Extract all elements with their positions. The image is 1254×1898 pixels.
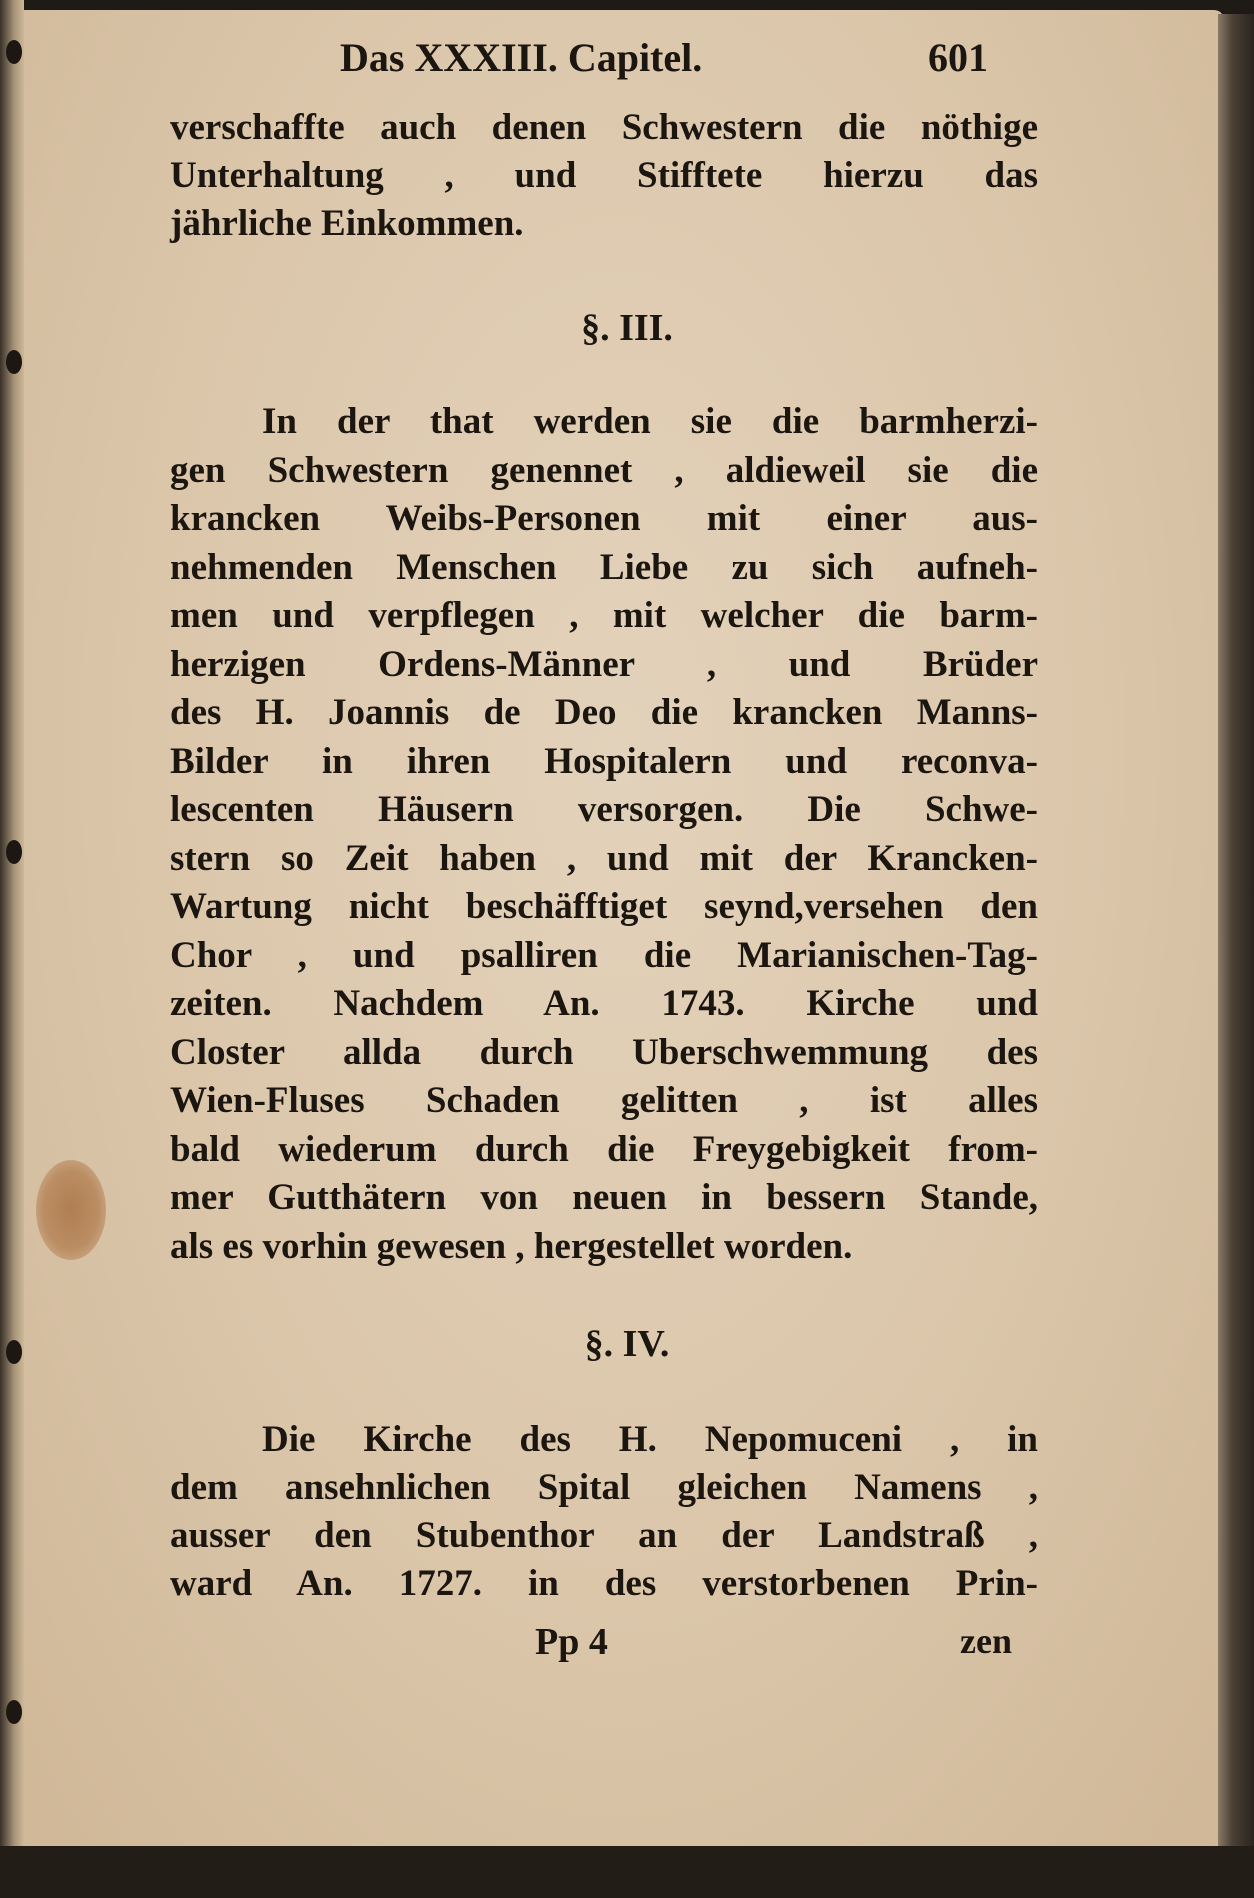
text-line: Bilder in ihren Hospitalern und reconva- [170, 740, 1038, 782]
text-line: bald wiederum durch die Freygebigkeit from- [170, 1128, 1038, 1170]
text-line: ward An. 1727. in des verstorbenen Prin- [170, 1563, 1038, 1604]
page-number: 601 [928, 35, 988, 80]
binding-stitch [6, 350, 22, 374]
text-line: verschaffte auch denen Schwestern die nöthige [170, 107, 1038, 148]
text-line: In der that werden sie die barmherzi- [262, 401, 1038, 442]
text-line: nehmenden Menschen Liebe zu sich aufneh- [170, 546, 1038, 588]
text-line: herzigen Ordens-Männer , und Brüder [170, 643, 1038, 685]
text-line: men und verpflegen , mit welcher die barm- [170, 595, 1038, 636]
text-line: dem ansehnlichen Spital gleichen Namens , [170, 1467, 1038, 1508]
paper-stain [36, 1160, 106, 1260]
text-line: jährliche Einkommen. [170, 203, 524, 244]
running-title: Das XXXIII. Capitel. [340, 35, 703, 80]
text-line: Die Kirche des H. Nepomuceni , in [262, 1419, 1038, 1460]
text-line: des H. Joannis de Deo die krancken Manns- [170, 692, 1038, 733]
text-line: krancken Weibs-Personen mit einer aus- [170, 498, 1038, 539]
text-line: ausser den Stubenthor an der Landstraß , [170, 1515, 1038, 1556]
binding-stitch [6, 840, 22, 864]
text-line: gen Schwestern genennet , aldieweil sie die [170, 449, 1038, 491]
text-line: Unterhaltung , und Stifftete hierzu das [170, 155, 1038, 196]
text-line: zeiten. Nachdem An. 1743. Kirche und [170, 983, 1038, 1024]
text-line: Wartung nicht beschäfftiget seynd,versehen den [170, 886, 1038, 927]
text-line: Closter allda durch Uberschwemmung des [170, 1031, 1038, 1073]
signature-mark: Pp 4 [535, 1621, 608, 1663]
text-line: lescenten Häusern versorgen. Die Schwe- [170, 789, 1038, 830]
book-spine [0, 0, 24, 1898]
text-line: als es vorhin gewesen , hergestellet worden. [170, 1225, 853, 1267]
catchword: zen [960, 1621, 1012, 1661]
binding-stitch [6, 1700, 22, 1724]
section-heading: §. IV. [584, 1323, 670, 1365]
text-line: Chor , und psalliren die Marianischen-Tag- [170, 934, 1038, 976]
scan-background [0, 1846, 1254, 1898]
binding-stitch [6, 40, 22, 64]
text-line: Wien-Fluses Schaden gelitten , ist alles [170, 1080, 1038, 1121]
section-heading: §. III. [581, 307, 673, 349]
page-edge [1218, 14, 1254, 1854]
text-line: mer Gutthätern von neuen in bessern Stande, [170, 1177, 1038, 1218]
text-line: stern so Zeit haben , und mit der Krancken- [170, 837, 1038, 879]
